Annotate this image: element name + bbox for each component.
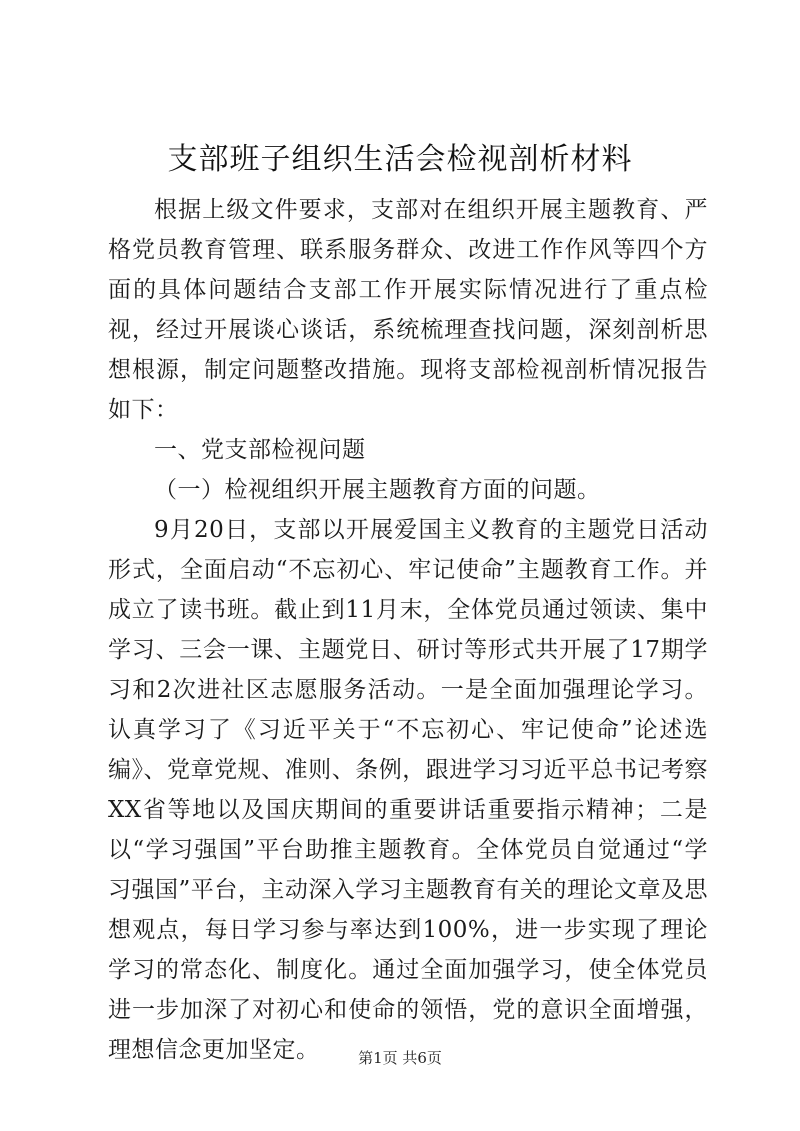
paragraph-details: 9月20日，支部以开展爱国主义教育的主题党日活动形式，全面启动“不忘初心、牢记使命”主题教育工作。并成立了读书班。截止到11月末，全体党员通过领读、集中学习、三会一课、主题党日、研讨等形式共开展了17期学习和2次进社区志愿服务活动。一是全面加强理论学习。认真学习了《习近平关于“不忘初心、牢记使命”论述选编》、党章党规、准则、条例，跟进学习习近平总书记考察XX省等地以及国庆期间的重要讲话重要指示精神；二是以“学习强国”平台助推主题教育。全体党员自觉通过“学习强国”平台，主动深入学习主题教育有关的理论文章及思想观点，每日学习参与率达到100%，进一步实现了理论学习的常态化、制度化。通过全面加强学习，使全体党员进一步加深了对初心和使命的领悟，党的意识全面增强，理想信念更加坚定。 (108, 517, 708, 1063)
document-title: 支部班子组织生活会检视剖析材料 (167, 142, 633, 177)
document-body (108, 190, 708, 1070)
page-footer: 第1页 共6页 (358, 1049, 442, 1067)
paragraph-intro: 根据上级文件要求，支部对在组织开展主题教育、严格党员教育管理、联系服务群众、改进工作作风等四个方面的具体问题结合支部工作开展实际情况进行了重点检视，经过开展谈心谈话，系统梳理查找问题，深刻剖析思想根源，制定问题整改措施。现将支部检视剖析情况报告如下： (108, 197, 708, 423)
section-heading: 一、党支部检视问题 (154, 437, 366, 463)
subsection-heading: （一）检视组织开展主题教育方面的问题。 (154, 477, 601, 503)
